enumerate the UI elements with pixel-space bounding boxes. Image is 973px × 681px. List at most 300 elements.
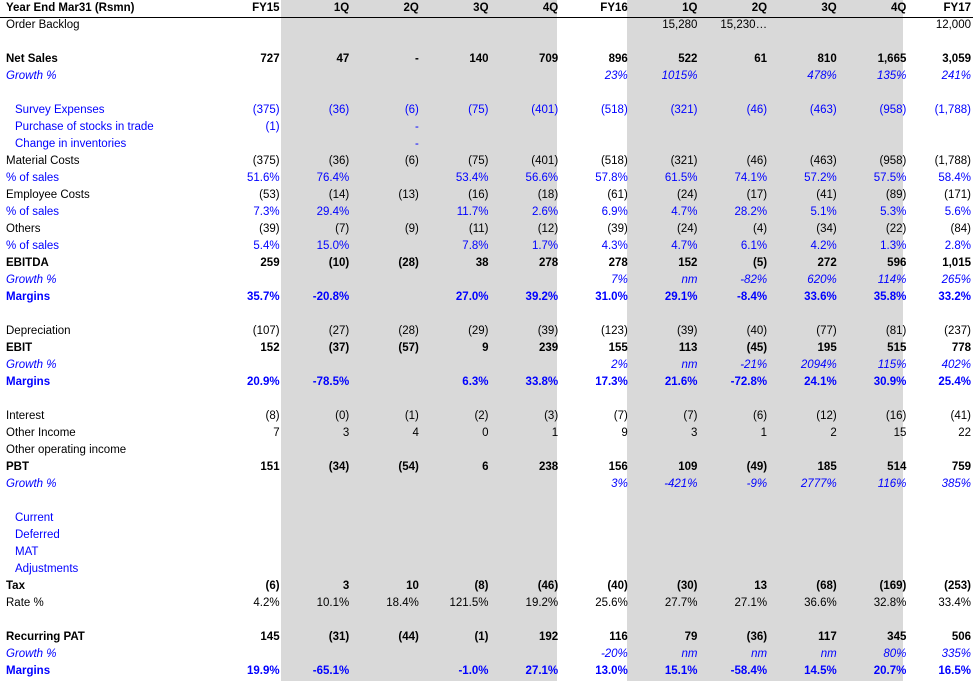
- row-label: Material Costs: [6, 155, 80, 167]
- row-label: Growth %: [6, 478, 57, 490]
- table-cell: (6): [753, 410, 768, 422]
- table-cell: [421, 442, 491, 459]
- table-cell: (44): [398, 631, 419, 643]
- table-cell: 80%: [883, 648, 907, 660]
- table-cell: 29.1%: [664, 291, 698, 303]
- header-row: [0, 0, 973, 17]
- table-cell: 156: [608, 461, 628, 473]
- table-cell: 3: [342, 427, 350, 439]
- table-cell: -: [415, 138, 419, 150]
- table-cell: -78.5%: [312, 376, 350, 388]
- table-cell: 1.3%: [880, 240, 907, 252]
- table-cell: [282, 17, 352, 34]
- table-cell: (28): [398, 257, 419, 269]
- table-cell: [421, 612, 491, 629]
- table-cell: [630, 85, 700, 102]
- table-cell: (11): [468, 223, 489, 235]
- table-cell: 259: [260, 257, 280, 269]
- table-cell: 57.2%: [804, 172, 837, 184]
- row-label: Change in inventories: [15, 138, 127, 150]
- table-cell: [699, 493, 769, 510]
- table-cell: [213, 17, 282, 34]
- table-cell: 25.4%: [938, 376, 971, 388]
- table-cell: [560, 119, 630, 136]
- row-label: EBITDA: [6, 257, 49, 269]
- table-row: [0, 646, 973, 663]
- table-cell: 1.7%: [531, 240, 559, 252]
- table-cell: [213, 544, 282, 561]
- table-row: [0, 357, 973, 374]
- table-cell: 5.3%: [880, 206, 907, 218]
- column-header: FY15: [252, 2, 280, 14]
- row-label: [0, 85, 213, 102]
- table-cell: 896: [608, 53, 628, 65]
- table-cell: -20.8%: [312, 291, 350, 303]
- table-row: [0, 374, 973, 391]
- table-cell: [560, 493, 630, 510]
- table-cell: [282, 442, 352, 459]
- table-cell: 15: [893, 427, 907, 439]
- table-cell: [769, 85, 839, 102]
- table-cell: 1,015: [942, 257, 971, 269]
- table-cell: 57.5%: [873, 172, 907, 184]
- table-cell: 265%: [941, 274, 971, 286]
- table-cell: 4.3%: [601, 240, 628, 252]
- table-cell: [213, 85, 282, 102]
- table-cell: 121.5%: [449, 597, 489, 609]
- table-cell: [491, 85, 561, 102]
- row-label: Rate %: [6, 597, 44, 609]
- table-row: [0, 306, 973, 323]
- table-cell: [351, 272, 421, 289]
- row-label: [0, 34, 213, 51]
- table-cell: [699, 119, 769, 136]
- table-cell: 6.9%: [601, 206, 628, 218]
- table-cell: 6.1%: [740, 240, 768, 252]
- table-cell: (61): [607, 189, 628, 201]
- table-cell: -82%: [740, 274, 768, 286]
- table-cell: 32.8%: [873, 597, 907, 609]
- table-cell: 7.8%: [462, 240, 489, 252]
- table-cell: [769, 544, 839, 561]
- table-cell: [213, 476, 282, 493]
- table-cell: 25.6%: [595, 597, 628, 609]
- table-cell: [560, 306, 630, 323]
- table-cell: (171): [944, 189, 971, 201]
- table-cell: [630, 612, 700, 629]
- column-header: 1Q: [333, 2, 350, 14]
- table-cell: [839, 306, 909, 323]
- table-cell: (45): [746, 342, 768, 354]
- column-header: 4Q: [542, 2, 559, 14]
- row-label: Tax: [6, 580, 25, 592]
- table-cell: nm: [820, 648, 837, 660]
- table-cell: 27.7%: [664, 597, 698, 609]
- table-cell: -72.8%: [730, 376, 768, 388]
- table-cell: (123): [600, 325, 628, 337]
- table-cell: [769, 442, 839, 459]
- table-cell: (39): [676, 325, 698, 337]
- table-cell: (13): [398, 189, 419, 201]
- row-label: % of sales: [6, 240, 60, 252]
- table-cell: [839, 561, 909, 578]
- table-cell: [560, 136, 630, 153]
- table-cell: 31.0%: [595, 291, 628, 303]
- table-cell: [421, 119, 491, 136]
- table-cell: [630, 442, 700, 459]
- table-cell: [839, 34, 909, 51]
- table-cell: [560, 510, 630, 527]
- table-cell: [491, 561, 561, 578]
- table-cell: [699, 136, 769, 153]
- table-cell: 727: [260, 53, 280, 65]
- table-cell: 402%: [941, 359, 971, 371]
- table-cell: [351, 238, 421, 255]
- table-row: [0, 85, 973, 102]
- table-cell: [769, 493, 839, 510]
- table-cell: 56.6%: [525, 172, 559, 184]
- table-cell: (84): [950, 223, 971, 235]
- table-cell: (34): [328, 461, 350, 473]
- row-label: Depreciation: [6, 325, 71, 337]
- table-cell: [421, 510, 491, 527]
- table-cell: [351, 391, 421, 408]
- table-cell: 7%: [611, 274, 628, 286]
- table-cell: [560, 85, 630, 102]
- table-cell: 4.2%: [253, 597, 280, 609]
- table-cell: (518): [600, 104, 628, 116]
- table-row: [0, 170, 973, 187]
- table-cell: [491, 612, 561, 629]
- table-cell: 23%: [604, 70, 628, 82]
- table-cell: [699, 85, 769, 102]
- column-header: 2Q: [751, 2, 768, 14]
- table-cell: (518): [600, 155, 628, 167]
- table-cell: 30.9%: [873, 376, 907, 388]
- table-cell: 16.5%: [938, 665, 971, 677]
- table-cell: (46): [746, 104, 768, 116]
- table-cell: [839, 391, 909, 408]
- table-cell: [282, 476, 352, 493]
- row-label: Purchase of stocks in trade: [15, 121, 154, 133]
- table-cell: [560, 544, 630, 561]
- row-label: Margins: [6, 376, 51, 388]
- table-cell: [699, 306, 769, 323]
- table-cell: [282, 493, 352, 510]
- table-cell: [421, 527, 491, 544]
- table-cell: 272: [817, 257, 837, 269]
- table-cell: [421, 646, 491, 663]
- row-label: Deferred: [15, 529, 60, 541]
- table-cell: [213, 34, 282, 51]
- table-cell: [213, 510, 282, 527]
- column-header: 3Q: [473, 2, 489, 14]
- table-cell: 5.4%: [253, 240, 280, 252]
- table-cell: 35.8%: [873, 291, 907, 303]
- table-row: [0, 459, 973, 476]
- table-cell: (321): [670, 155, 698, 167]
- table-cell: [839, 17, 909, 34]
- table-cell: [908, 85, 973, 102]
- table-cell: [421, 17, 491, 34]
- table-cell: [351, 170, 421, 187]
- row-label: Survey Expenses: [15, 104, 105, 116]
- table-row: [0, 493, 973, 510]
- table-cell: [351, 612, 421, 629]
- table-cell: 13: [754, 580, 768, 592]
- table-cell: [282, 119, 352, 136]
- row-label: Current: [15, 512, 54, 524]
- table-cell: (16): [885, 410, 907, 422]
- table-cell: (0): [335, 410, 350, 422]
- table-cell: (53): [259, 189, 280, 201]
- row-label: Order Backlog: [6, 19, 80, 31]
- table-cell: [421, 272, 491, 289]
- table-cell: [213, 442, 282, 459]
- table-cell: (81): [885, 325, 907, 337]
- table-cell: [282, 85, 352, 102]
- row-label: Margins: [6, 291, 51, 303]
- table-cell: (1): [474, 631, 489, 643]
- table-row: [0, 255, 973, 272]
- table-cell: 4.7%: [671, 206, 698, 218]
- table-cell: 192: [538, 631, 559, 643]
- row-label: Others: [6, 223, 41, 235]
- table-cell: 10: [406, 580, 419, 592]
- table-cell: 152: [678, 257, 698, 269]
- table-cell: 53.4%: [455, 172, 489, 184]
- table-cell: 1: [551, 427, 559, 439]
- table-cell: (7): [683, 410, 698, 422]
- table-cell: 810: [817, 53, 837, 65]
- table-cell: [282, 544, 352, 561]
- row-label: [0, 493, 213, 510]
- table-cell: [769, 136, 839, 153]
- column-header: FY17: [943, 2, 971, 14]
- table-cell: (39): [607, 223, 628, 235]
- table-cell: 345: [887, 631, 907, 643]
- table-cell: -9%: [746, 478, 768, 490]
- table-cell: [213, 527, 282, 544]
- table-cell: [213, 136, 282, 153]
- table-cell: 19.2%: [525, 597, 559, 609]
- row-label: Other operating income: [6, 444, 127, 456]
- table-cell: [282, 527, 352, 544]
- table-cell: 17.3%: [595, 376, 628, 388]
- table-row: [0, 578, 973, 595]
- table-cell: 152: [260, 342, 280, 354]
- table-cell: [908, 527, 973, 544]
- table-cell: [699, 544, 769, 561]
- table-cell: [421, 136, 491, 153]
- table-cell: 47: [336, 53, 350, 65]
- table-cell: 27.0%: [455, 291, 489, 303]
- table-cell: 2.6%: [531, 206, 559, 218]
- table-cell: (107): [252, 325, 280, 337]
- column-header: FY16: [600, 2, 628, 14]
- row-label: % of sales: [6, 172, 60, 184]
- table-cell: (68): [816, 580, 837, 592]
- table-cell: [839, 612, 909, 629]
- table-cell: -1.0%: [458, 665, 489, 677]
- table-cell: [351, 493, 421, 510]
- row-label: Recurring PAT: [6, 631, 85, 643]
- table-cell: 238: [538, 461, 559, 473]
- table-cell: 22: [958, 427, 971, 439]
- table-cell: [282, 306, 352, 323]
- table-cell: 6: [482, 461, 489, 473]
- table-cell: 15,230…: [720, 19, 768, 31]
- table-cell: (6): [404, 104, 419, 116]
- table-cell: 3: [691, 427, 698, 439]
- table-cell: (77): [816, 325, 837, 337]
- row-label: Interest: [6, 410, 45, 422]
- table-cell: 3,059: [942, 53, 971, 65]
- table-row: [0, 289, 973, 306]
- table-cell: [908, 34, 973, 51]
- table-cell: [491, 442, 561, 459]
- table-cell: (16): [468, 189, 489, 201]
- table-cell: [630, 493, 700, 510]
- table-cell: (375): [252, 155, 280, 167]
- table-cell: [908, 136, 973, 153]
- table-cell: [351, 527, 421, 544]
- table-cell: (28): [398, 325, 419, 337]
- table-cell: [769, 561, 839, 578]
- table-cell: [699, 510, 769, 527]
- table-cell: [491, 357, 561, 374]
- table-cell: 33.2%: [938, 291, 971, 303]
- table-cell: (57): [398, 342, 419, 354]
- table-cell: 79: [684, 631, 698, 643]
- row-label: Adjustments: [15, 563, 79, 575]
- table-cell: (1,788): [934, 104, 971, 116]
- table-cell: 57.8%: [595, 172, 628, 184]
- table-cell: [839, 442, 909, 459]
- table-cell: [351, 68, 421, 85]
- table-cell: [769, 391, 839, 408]
- table-cell: [351, 17, 421, 34]
- table-cell: 9: [621, 427, 628, 439]
- table-cell: 74.1%: [734, 172, 768, 184]
- table-cell: (6): [265, 580, 280, 592]
- table-cell: 113: [678, 342, 698, 354]
- table-cell: (49): [746, 461, 768, 473]
- table-cell: 24.1%: [804, 376, 837, 388]
- table-cell: 6.3%: [462, 376, 489, 388]
- table-cell: nm: [681, 648, 698, 660]
- table-cell: (10): [328, 257, 350, 269]
- table-cell: 195: [817, 342, 837, 354]
- table-cell: [491, 306, 561, 323]
- table-cell: 3%: [611, 478, 628, 490]
- table-cell: 778: [951, 342, 971, 354]
- table-cell: 145: [260, 631, 280, 643]
- table-cell: 114%: [877, 274, 907, 286]
- table-cell: [213, 272, 282, 289]
- table-cell: (27): [328, 325, 350, 337]
- table-cell: [421, 68, 491, 85]
- table-cell: [282, 34, 352, 51]
- table-cell: 7.3%: [253, 206, 280, 218]
- table-cell: [282, 68, 352, 85]
- table-cell: (46): [537, 580, 559, 592]
- table-cell: 15.1%: [664, 665, 698, 677]
- table-cell: (237): [944, 325, 971, 337]
- table-cell: [421, 34, 491, 51]
- table-cell: 29.4%: [316, 206, 350, 218]
- table-cell: [908, 391, 973, 408]
- table-cell: 76.4%: [316, 172, 350, 184]
- table-cell: 7: [273, 427, 280, 439]
- table-cell: [421, 561, 491, 578]
- table-cell: 2.8%: [944, 240, 971, 252]
- table-cell: [351, 306, 421, 323]
- table-cell: [560, 561, 630, 578]
- table-cell: (3): [544, 410, 559, 422]
- table-cell: [908, 493, 973, 510]
- table-cell: nm: [681, 274, 698, 286]
- table-cell: [421, 357, 491, 374]
- table-cell: [839, 85, 909, 102]
- table-cell: 1,665: [877, 53, 907, 65]
- table-cell: (46): [746, 155, 768, 167]
- table-cell: [491, 646, 561, 663]
- table-cell: [351, 289, 421, 306]
- table-cell: [421, 85, 491, 102]
- table-cell: 36.6%: [804, 597, 837, 609]
- column-header: 3Q: [821, 2, 837, 14]
- table-cell: [769, 306, 839, 323]
- table-cell: [630, 136, 700, 153]
- table-cell: 116: [609, 631, 628, 643]
- table-cell: [213, 68, 282, 85]
- table-cell: 20.7%: [873, 665, 907, 677]
- table-cell: 15,280: [662, 19, 698, 31]
- table-cell: (89): [885, 189, 907, 201]
- row-label: [0, 612, 213, 629]
- table-cell: [908, 306, 973, 323]
- table-cell: (24): [676, 223, 698, 235]
- row-label: PBT: [6, 461, 29, 473]
- table-cell: 2777%: [800, 478, 837, 490]
- table-cell: -: [415, 53, 419, 65]
- table-row: [0, 510, 973, 527]
- table-cell: -20%: [600, 648, 628, 660]
- table-title: Year End Mar31 (Rsmn): [6, 2, 135, 14]
- table-cell: 239: [538, 342, 559, 354]
- table-cell: [769, 612, 839, 629]
- table-cell: 5.1%: [810, 206, 837, 218]
- table-cell: 478%: [807, 70, 837, 82]
- table-cell: [769, 34, 839, 51]
- table-cell: [491, 68, 561, 85]
- table-cell: [699, 442, 769, 459]
- table-cell: [351, 442, 421, 459]
- table-cell: 1015%: [661, 70, 698, 82]
- table-cell: [491, 17, 561, 34]
- row-label: EBIT: [6, 342, 33, 354]
- table-cell: [699, 527, 769, 544]
- table-row: [0, 527, 973, 544]
- column-header: 4Q: [891, 2, 907, 14]
- row-label: % of sales: [6, 206, 60, 218]
- table-cell: 140: [469, 53, 489, 65]
- table-cell: (8): [265, 410, 280, 422]
- table-cell: (958): [879, 155, 907, 167]
- table-cell: [491, 136, 561, 153]
- table-cell: 515: [887, 342, 907, 354]
